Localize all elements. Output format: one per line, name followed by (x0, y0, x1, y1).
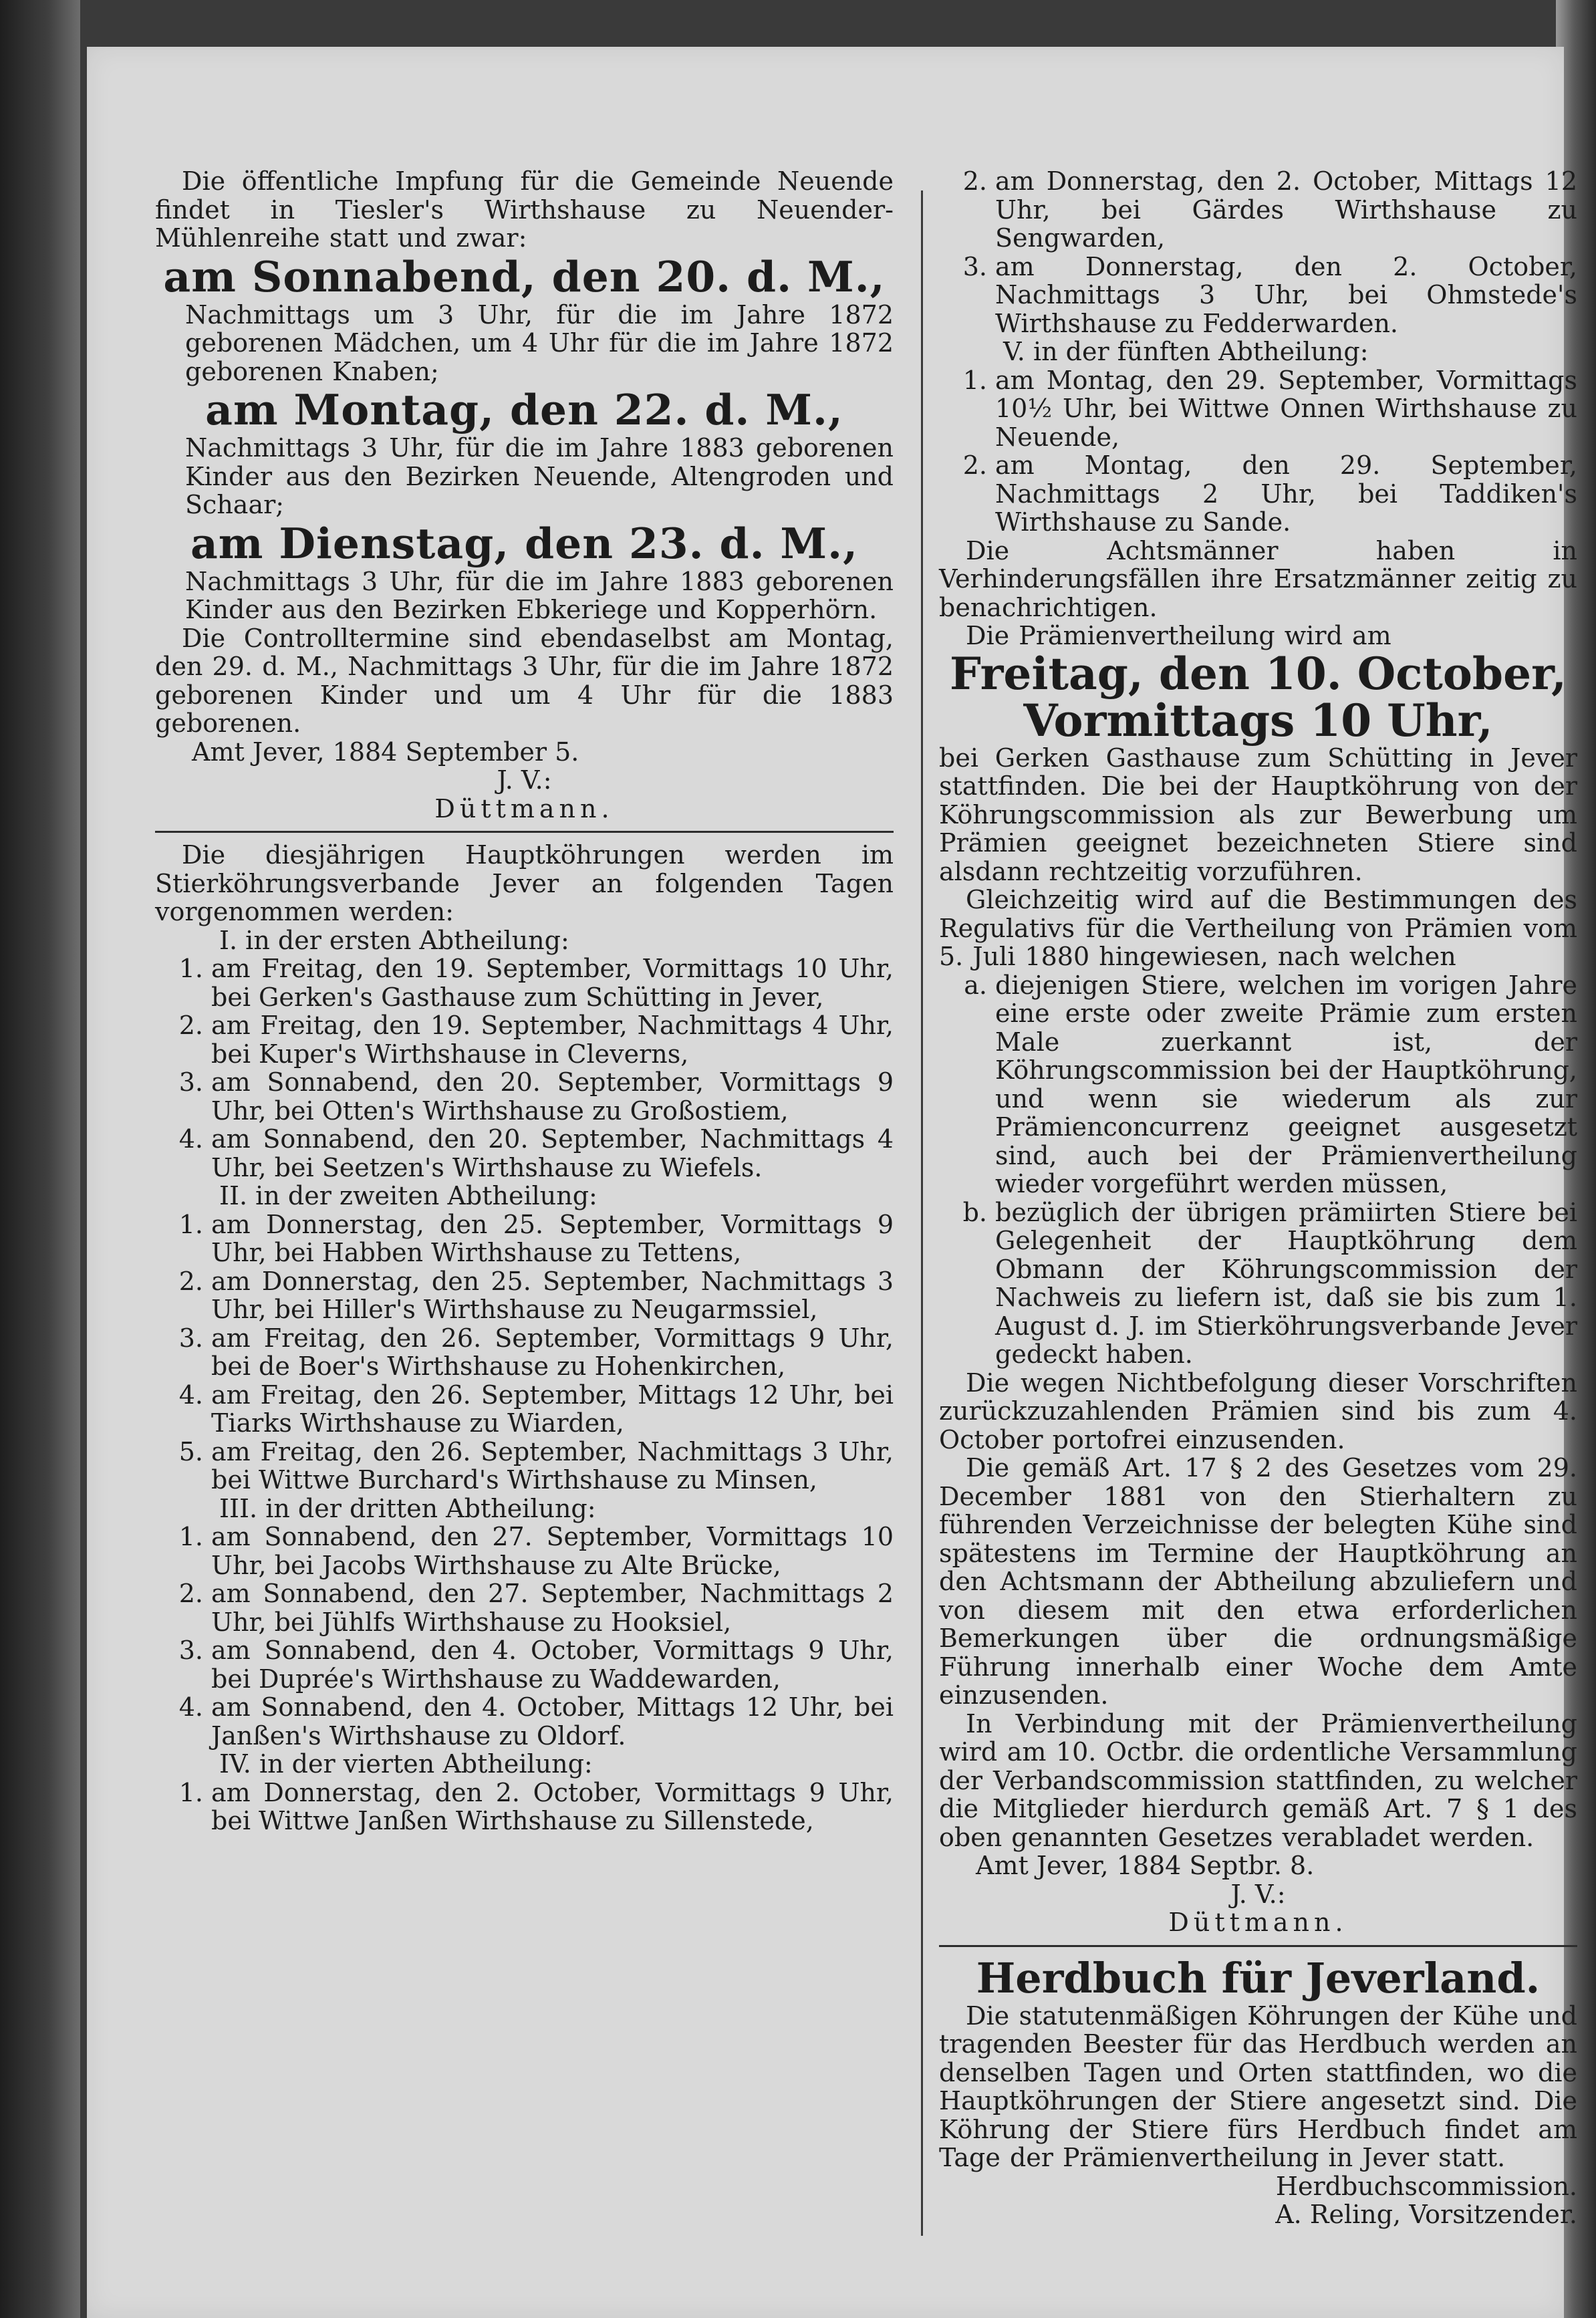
division-5-label: V. in der fünften Abtheilung: (1003, 337, 1369, 366)
list-item: 1. am Freitag, den 19. September, Vormittags 10 Uhr, bei Gerken's Gasthause zum Schütting in Jever, (178, 954, 894, 1012)
vaccination-date-1-text: Nachmittags um 3 Uhr, für die im Jahre 1872 geborenen Mädchen, um 4 Uhr für die im Jahre 1872 geborenen Knaben; (185, 299, 894, 386)
section-rule-right (939, 1945, 1577, 1947)
herdbuch-title: Herdbuch für Jeverland. (976, 1953, 1541, 2003)
list-item-b: b. bezüglich der übrigen prämiirten Stiere bei Gelegenheit der Hauptköhrung dem Obmann der Köhrungscommission der Nachweis zu liefern ist, daß sie bis zum 1. August d. J. im Stierköhrungsverbande Jever gedeckt haben. (962, 1197, 1577, 1369)
list-item-a: a. diejenigen Stiere, welchen im vorigen Jahre eine erste oder zweite Prämie zum ersten Male zuerkannt ist, der Köhrungscommission bei der Hauptköhrung, und wenn sie wiederum als zur Prämienconcurrenz geeignet ausgesetzt sind, auch bei der Prämienvertheilung wieder vorgeführt werden müssen, (964, 970, 1577, 1198)
division-4-list (155, 1779, 894, 1835)
division-3-list (155, 1523, 894, 1750)
division-2-list (155, 1210, 894, 1495)
list-item: 2. am Freitag, den 19. September, Nachmittags 4 Uhr, bei Kuper's Wirthshause in Cleverns, (178, 1011, 894, 1069)
list-item: 3. am Donnerstag, den 2. October, Nachmittags 3 Uhr, bei Ohmstede's Wirthshause zu Fedderwarden. (962, 251, 1577, 338)
signature-place-2: Amt Jever, 1884 Septbr. 8. (976, 1851, 1315, 1880)
signature-iv-1: J. V.: (497, 765, 552, 795)
section-rule-left (155, 831, 894, 833)
division-4-list-continued (939, 167, 1577, 338)
list-item: 4. am Sonnabend, den 20. September, Nachmittags 4 Uhr, bei Seetzen's Wirthshause zu Wiefels. (178, 1124, 894, 1182)
vaccination-date-2: am Montag, den 22. d. M., (205, 385, 843, 434)
list-item: 4. am Sonnabend, den 4. October, Mittags 12 Uhr, bei Janßen's Wirthshause zu Oldorf. (178, 1692, 894, 1751)
vaccination-date-3: am Dienstag, den 23. d. M., (190, 518, 859, 568)
vaccination-date-2-text: Nachmittags 3 Uhr, für die im Jahre 1883 geborenen Kinder aus den Bezirken Neuende, Altengroden und Schaar; (185, 433, 894, 519)
column-divider (921, 190, 923, 2236)
scan-left-edge (0, 0, 80, 2318)
signature-name-1: Düttmann. (434, 793, 614, 823)
vaccination-date-1: am Sonnabend, den 20. d. M., (163, 251, 886, 301)
praemie-date-line-2: Vormittags 10 Uhr, (1023, 694, 1493, 747)
right-column (939, 167, 1577, 2229)
praemie-text: bei Gerken Gasthause zum Schütting in Jever stattfinden. Die bei der Hauptköhrung von der Köhrungscommission als zur Bewerbung um Prämien geeignet bezeichneten Stiere sind alsdann rechtzeitig vorzuführen. (939, 743, 1577, 886)
division-5-list (939, 366, 1577, 537)
list-item: 5. am Freitag, den 26. September, Nachmittags 3 Uhr, bei Wittwe Burchard's Wirthshause zu Minsen, (178, 1436, 894, 1495)
list-item: 4. am Freitag, den 26. September, Mittags 12 Uhr, bei Tiarks Wirthshause zu Wiarden, (178, 1380, 894, 1438)
signature-iv-2: J. V.: (1230, 1879, 1286, 1909)
list-item: 3. am Sonnabend, den 20. September, Vormittags 9 Uhr, bei Otten's Wirthshause zu Großostiem, (178, 1067, 894, 1126)
list-item: 3. am Sonnabend, den 4. October, Vormittags 9 Uhr, bei Duprée's Wirthshause zu Waddewarden, (178, 1636, 894, 1694)
art17-text: Die gemäß Art. 17 § 2 des Gesetzes vom 29. December 1881 von den Stierhaltern zu führenden Verzeichnisse der belegten Kühe sind spätestens im Termine der Hauptköhrung an den Achtsmann der Abtheilung abzuliefern und von diesem mit den etwa erforderlichen Bemerkungen über die ordnungsmäßige Führung innerhalb einer Woche dem Amte einzusenden. (939, 1453, 1577, 1710)
herdbuch-text: Die statutenmäßigen Köhrungen der Kühe und tragenden Beester für das Herdbuch werden an denselben Tagen und Orten stattfinden, wo die Hauptköhrungen der Stiere angesetzt sind. Die Köhrung der Stiere fürs Herdbuch findet am Tage der Prämienvertheilung in Jever statt. (939, 2001, 1577, 2172)
list-item: 2. am Donnerstag, den 2. October, Mittags 12 Uhr, bei Gärdes Wirthshause zu Sengwarden, (962, 166, 1577, 253)
left-column (155, 167, 894, 1835)
list-item: 2. am Montag, den 29. September, Nachmittags 2 Uhr, bei Taddiken's Wirthshause zu Sande. (962, 450, 1577, 537)
vaccination-date-3-text: Nachmittags 3 Uhr, für die im Jahre 1883 geborenen Kinder aus den Bezirken Ebkeriege und Kopperhörn. (185, 566, 894, 624)
division-2-label: II. in der zweiten Abtheilung: (219, 1181, 597, 1210)
verbindung-text: In Verbindung mit der Prämienvertheilung wird am 10. Octbr. die ordentliche Versammlung der Verbandscommission stattfinden, zu welcher die Mitglieder hierdurch gemäß Art. 7 § 1 des oben genannten Gesetzes verabladet werden. (939, 1708, 1577, 1852)
list-item: 2. am Donnerstag, den 25. September, Nachmittags 3 Uhr, bei Hiller's Wirthshause zu Neugarmssiel, (178, 1266, 894, 1324)
list-item: 1. am Donnerstag, den 2. October, Vormittags 9 Uhr, bei Wittwe Janßen Wirthshause zu Sillenstede, (178, 1777, 894, 1835)
gleichzeitig-text: Gleichzeitig wird auf die Bestimmungen des Regulativs für die Vertheilung von Prämien vom 5. Juli 1880 hingewiesen, nach welchen (939, 885, 1577, 971)
herdbuch-signature-2: A. Reling, Vorsitzender. (1275, 2200, 1577, 2229)
koehrung-intro: Die diesjährigen Hauptköhrungen werden im Stierköhrungsverbande Jever an folgenden Tagen vorgenommen werden: (155, 840, 894, 926)
signature-place-1: Amt Jever, 1884 September 5. (192, 737, 579, 767)
praemie-intro: Die Prämienvertheilung wird am (966, 621, 1391, 650)
list-item: 3. am Freitag, den 26. September, Vormittags 9 Uhr, bei de Boer's Wirthshause zu Hohenkirchen, (178, 1323, 894, 1381)
vaccination-notice-intro: Die öffentliche Impfung für die Gemeinde Neuende findet in Tiesler's Wirthshause zu Neuender-Mühlenreihe statt und zwar: (155, 166, 894, 253)
control-dates: Die Controlltermine sind ebendaselbst am Montag, den 29. d. M., Nachmittags 3 Uhr, für die im Jahre 1872 geborenen Kinder und um 4 Uhr für die 1883 geborenen. (155, 623, 894, 738)
achtsmaenner-note: Die Achtsmänner haben in Verhinderungsfällen ihre Ersatzmänner zeitig zu benachrichtigen. (939, 535, 1577, 622)
signature-name-2: Düttmann. (1168, 1908, 1348, 1937)
division-4-label: IV. in der vierten Abtheilung: (219, 1749, 593, 1779)
list-item: 1. am Donnerstag, den 25. September, Vormittags 9 Uhr, bei Habben Wirthshause zu Tettens, (178, 1209, 894, 1267)
division-1-list (155, 954, 894, 1182)
division-3-label: III. in der dritten Abtheilung: (219, 1493, 596, 1523)
division-1-label: I. in der ersten Abtheilung: (219, 925, 569, 955)
herdbuch-signature-1: Herdbuchscommission. (1275, 2171, 1577, 2201)
list-item: 1. am Sonnabend, den 27. September, Vormittags 10 Uhr, bei Jacobs Wirthshause zu Alte Brücke, (178, 1522, 894, 1580)
list-item: 2. am Sonnabend, den 27. September, Nachmittags 2 Uhr, bei Jühlfs Wirthshause zu Hooksiel, (178, 1579, 894, 1637)
praemie-date-line-1: Freitag, den 10. October, (949, 647, 1567, 700)
rueckzahlung-text: Die wegen Nichtbefolgung dieser Vorschriften zurückzuzahlenden Prämien sind bis zum 4. October portofrei einzusenden. (939, 1368, 1577, 1454)
list-item: 1. am Montag, den 29. September, Vormittags 10½ Uhr, bei Wittwe Onnen Wirthshause zu Neuende, (962, 365, 1577, 452)
